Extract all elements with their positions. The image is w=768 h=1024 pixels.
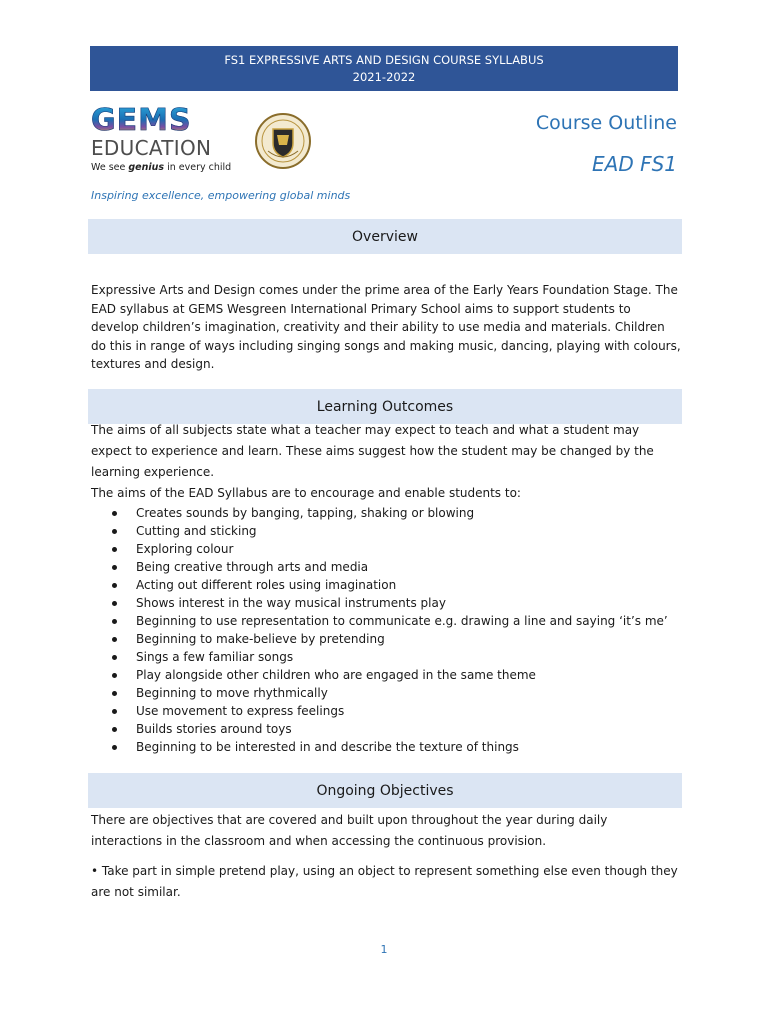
list-item-text: Play alongside other children who are engaged in the same theme: [136, 668, 536, 682]
list-item: [112, 522, 672, 540]
bullet-dot-icon: [112, 601, 117, 606]
list-item-text: Being creative through arts and media: [136, 560, 369, 574]
bullet-dot-icon: [112, 529, 117, 534]
overview-heading: [88, 219, 682, 254]
learning-outcomes-heading: [88, 389, 682, 424]
gems-logo-wordmark: GEMS: [91, 106, 241, 136]
list-item: [112, 648, 672, 666]
gems-education-logo: [91, 103, 241, 181]
ongoing-objectives-heading: [88, 773, 682, 808]
ongoing-objective-bullet: [91, 861, 681, 903]
list-item: [112, 684, 672, 702]
overview-paragraph: [91, 281, 681, 374]
list-item: [112, 594, 672, 612]
list-item-text: Cutting and sticking: [136, 524, 257, 538]
bullet-dot-icon: [112, 673, 117, 678]
ongoing-bullet-text: • Take part in simple pretend play, using an object to represent something else even though they are not similar.: [91, 864, 678, 899]
bullet-dot-icon: [112, 745, 117, 750]
list-item-text: Beginning to make-believe by pretending: [136, 632, 385, 646]
list-item-text: Acting out different roles using imagination: [136, 578, 397, 592]
bullet-dot-icon: [112, 583, 117, 588]
bullet-dot-icon: [112, 565, 117, 570]
list-item-text: Sings a few familiar songs: [136, 650, 294, 664]
tagline-bold: genius: [128, 162, 165, 173]
learning-outcomes-heading-text: Learning Outcomes: [316, 398, 454, 415]
list-item: [112, 558, 672, 576]
academic-year: 2021-2022: [352, 69, 416, 84]
page-number: 1: [380, 943, 388, 956]
course-code: EAD FS1: [592, 152, 677, 176]
list-item-text: Use movement to express feelings: [136, 704, 345, 718]
outcomes-intro-text: The aims of all subjects state what a teacher may expect to teach and what a student may expect to experience and learn. These aims suggest how the student may be changed by the learning experience.: [91, 423, 654, 479]
bullet-dot-icon: [112, 547, 117, 552]
list-item-text: Beginning to move rhythmically: [136, 686, 328, 700]
school-motto: Inspiring excellence, empowering global minds: [91, 189, 351, 202]
ongoing-objectives-heading-text: Ongoing Objectives: [316, 782, 454, 799]
learning-outcomes-intro: [91, 420, 681, 504]
list-item: [112, 666, 672, 684]
list-item: [112, 702, 672, 720]
list-item-text: Beginning to be interested in and describe the texture of things: [136, 740, 519, 754]
school-crest-icon: [254, 111, 312, 171]
logo-tagline: [91, 162, 241, 173]
bullet-dot-icon: [112, 691, 117, 696]
list-item-text: Builds stories around toys: [136, 722, 292, 736]
list-item-text: Beginning to use representation to communicate e.g. drawing a line and saying ‘it’s me’: [136, 614, 668, 628]
list-item: [112, 612, 672, 630]
learning-outcomes-list: [112, 504, 672, 756]
tagline-pre: We see: [91, 162, 129, 173]
tagline-post: in every child: [164, 162, 232, 173]
outcomes-lead-text: The aims of the EAD Syllabus are to encourage and enable students to:: [91, 486, 521, 500]
bullet-dot-icon: [112, 727, 117, 732]
list-item: [112, 576, 672, 594]
education-wordmark: EDUCATION: [91, 136, 212, 160]
bullet-dot-icon: [112, 637, 117, 642]
header-banner: [90, 46, 678, 91]
bullet-dot-icon: [112, 511, 117, 516]
bullet-dot-icon: [112, 655, 117, 660]
list-item: [112, 540, 672, 558]
overview-text: Expressive Arts and Design comes under the prime area of the Early Years Foundation Stage. The EAD syllabus at GEMS Wesgreen International Primary School aims to support students to develop children’s imagination, creativity and their ability to use media and materials. Children do this in range of ways including singing songs and making music, dancing, playing with colours, textures and design.: [91, 283, 681, 371]
syllabus-title: FS1 EXPRESSIVE ARTS AND DESIGN COURSE SYLLABUS: [224, 52, 544, 67]
ongoing-objectives-paragraph: [91, 810, 681, 852]
list-item: [112, 720, 672, 738]
list-item: [112, 504, 672, 522]
ongoing-text: There are objectives that are covered and built upon throughout the year during daily interactions in the classroom and when accessing the continuous provision.: [91, 813, 608, 848]
bullet-dot-icon: [112, 709, 117, 714]
list-item-text: Shows interest in the way musical instruments play: [136, 596, 446, 610]
bullet-dot-icon: [112, 619, 117, 624]
list-item-text: Creates sounds by banging, tapping, shaking or blowing: [136, 506, 475, 520]
course-outline-label: Course Outline: [535, 112, 677, 134]
list-item: [112, 630, 672, 648]
list-item-text: Exploring colour: [136, 542, 234, 556]
overview-heading-text: Overview: [352, 228, 418, 245]
list-item: [112, 738, 672, 756]
